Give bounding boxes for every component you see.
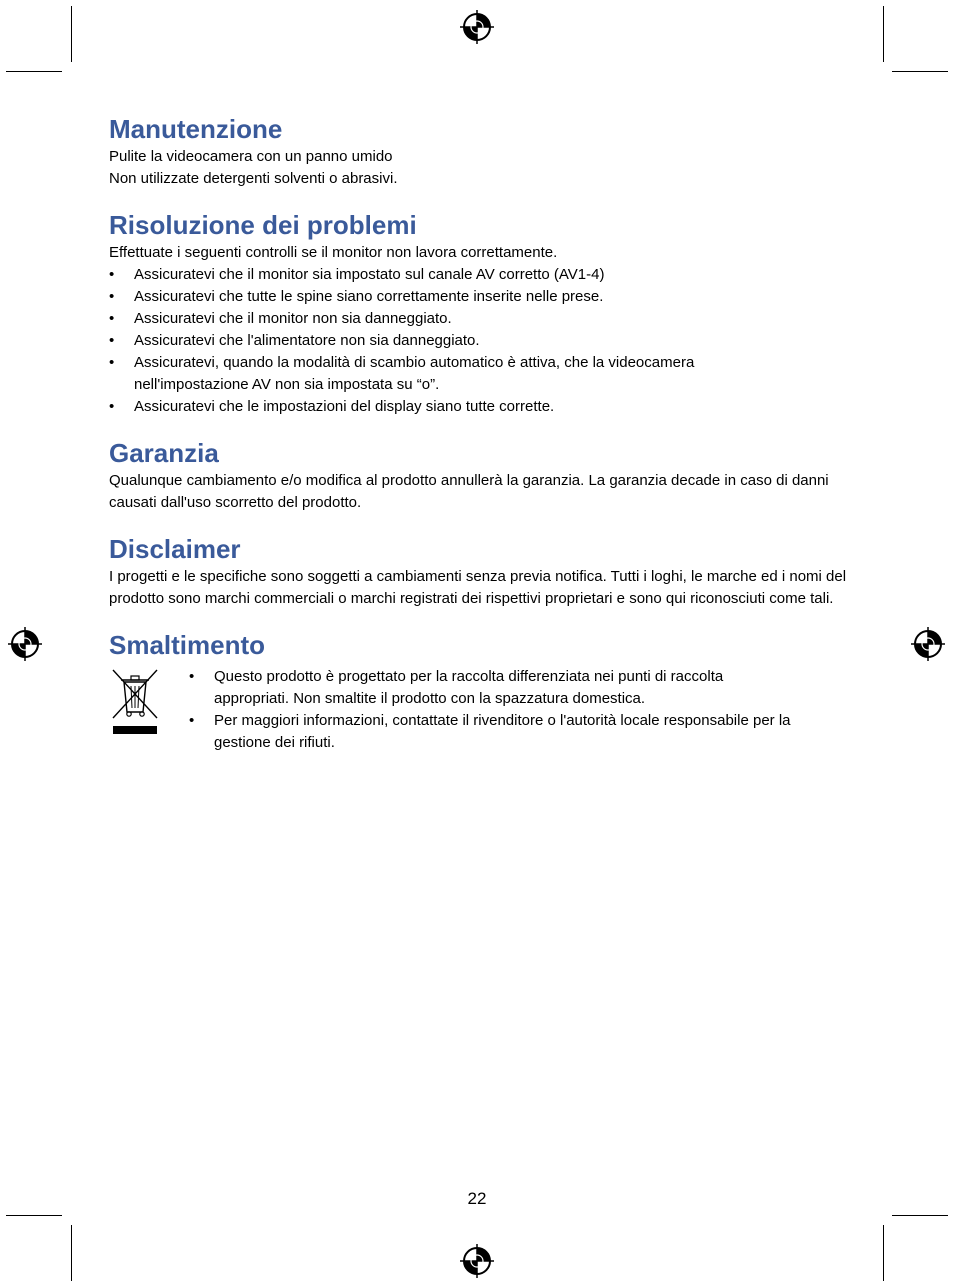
- registration-mark-icon: [460, 10, 494, 44]
- page-number: 22: [467, 1189, 487, 1208]
- disclaimer-section: [109, 532, 849, 610]
- page-content: [109, 112, 849, 754]
- bullet: •: [109, 288, 115, 305]
- list-item: • Assicuratevi che l'alimentatore non sia danneggiato.: [109, 330, 849, 352]
- troubleshooting-heading: Risoluzione dei problemi: [109, 210, 417, 240]
- troubleshooting-list: [109, 264, 849, 418]
- bullet: •: [189, 668, 195, 685]
- bullet: •: [109, 398, 115, 415]
- bullet: •: [189, 712, 195, 729]
- maintenance-line: Non utilizzate detergenti solventi o abrasivi.: [109, 170, 398, 187]
- crop-mark: [6, 71, 62, 72]
- disposal-list: [189, 666, 849, 754]
- bullet: •: [109, 354, 115, 371]
- crop-mark: [71, 1225, 72, 1281]
- troubleshooting-section: [109, 208, 849, 418]
- bullet: •: [109, 332, 115, 349]
- list-item: • Assicuratevi che tutte le spine siano correttamente inserite nelle prese.: [109, 286, 849, 308]
- warranty-heading: Garanzia: [109, 438, 219, 468]
- list-item: • Assicuratevi che le impostazioni del display siano tutte corrette.: [109, 396, 849, 418]
- registration-mark-icon: [460, 1244, 494, 1278]
- disposal-section: [109, 628, 849, 754]
- crop-mark: [892, 1215, 948, 1216]
- crop-mark: [6, 1215, 62, 1216]
- registration-mark-icon: [8, 627, 42, 661]
- maintenance-heading: Manutenzione: [109, 114, 283, 144]
- disclaimer-text: I progetti e le specifiche sono soggetti a cambiamenti senza previa notifica. Tutti i loghi, le marche ed i nomi del prodotto sono marchi commerciali o marchi registrati dei rispettivi proprietari e sono qui riconosciuti come tali.: [109, 568, 847, 607]
- disposal-heading: Smaltimento: [109, 630, 266, 660]
- bullet: •: [109, 310, 115, 327]
- warranty-section: [109, 436, 849, 514]
- list-item: • Assicuratevi, quando la modalità di scambio automatico è attiva, che la videocamera nell'impostazione AV non sia impostata su “ο”.: [109, 354, 695, 393]
- disclaimer-heading: Disclaimer: [109, 534, 241, 564]
- warranty-text: Qualunque cambiamento e/o modifica al prodotto annullerà la garanzia. La garanzia decade in caso di danni causati dall'uso scorretto del prodotto.: [109, 472, 829, 511]
- weee-crossed-bin-icon: [109, 666, 161, 742]
- list-item: • Questo prodotto è progettato per la raccolta differenziata nei punti di raccolta appropriati. Non smaltite il prodotto con la spazzatura domestica.: [189, 668, 724, 707]
- crop-mark: [892, 71, 948, 72]
- disposal-body: [109, 666, 849, 754]
- registration-mark-icon: [911, 627, 945, 661]
- crop-mark: [883, 1225, 884, 1281]
- troubleshooting-intro: Effettuate i seguenti controlli se il monitor non lavora correttamente.: [109, 244, 558, 261]
- crop-mark: [71, 6, 72, 62]
- list-item: • Assicuratevi che il monitor sia impostato sul canale AV corretto (AV1-4): [109, 264, 849, 286]
- maintenance-section: [109, 112, 849, 190]
- list-item: • Per maggiori informazioni, contattate il rivenditore o l'autorità locale responsabile per la gestione dei rifiuti.: [189, 712, 791, 751]
- maintenance-line: Pulite la videocamera con un panno umido: [109, 148, 393, 165]
- crop-mark: [883, 6, 884, 62]
- bullet: •: [109, 266, 115, 283]
- list-item: • Assicuratevi che il monitor non sia danneggiato.: [109, 308, 849, 330]
